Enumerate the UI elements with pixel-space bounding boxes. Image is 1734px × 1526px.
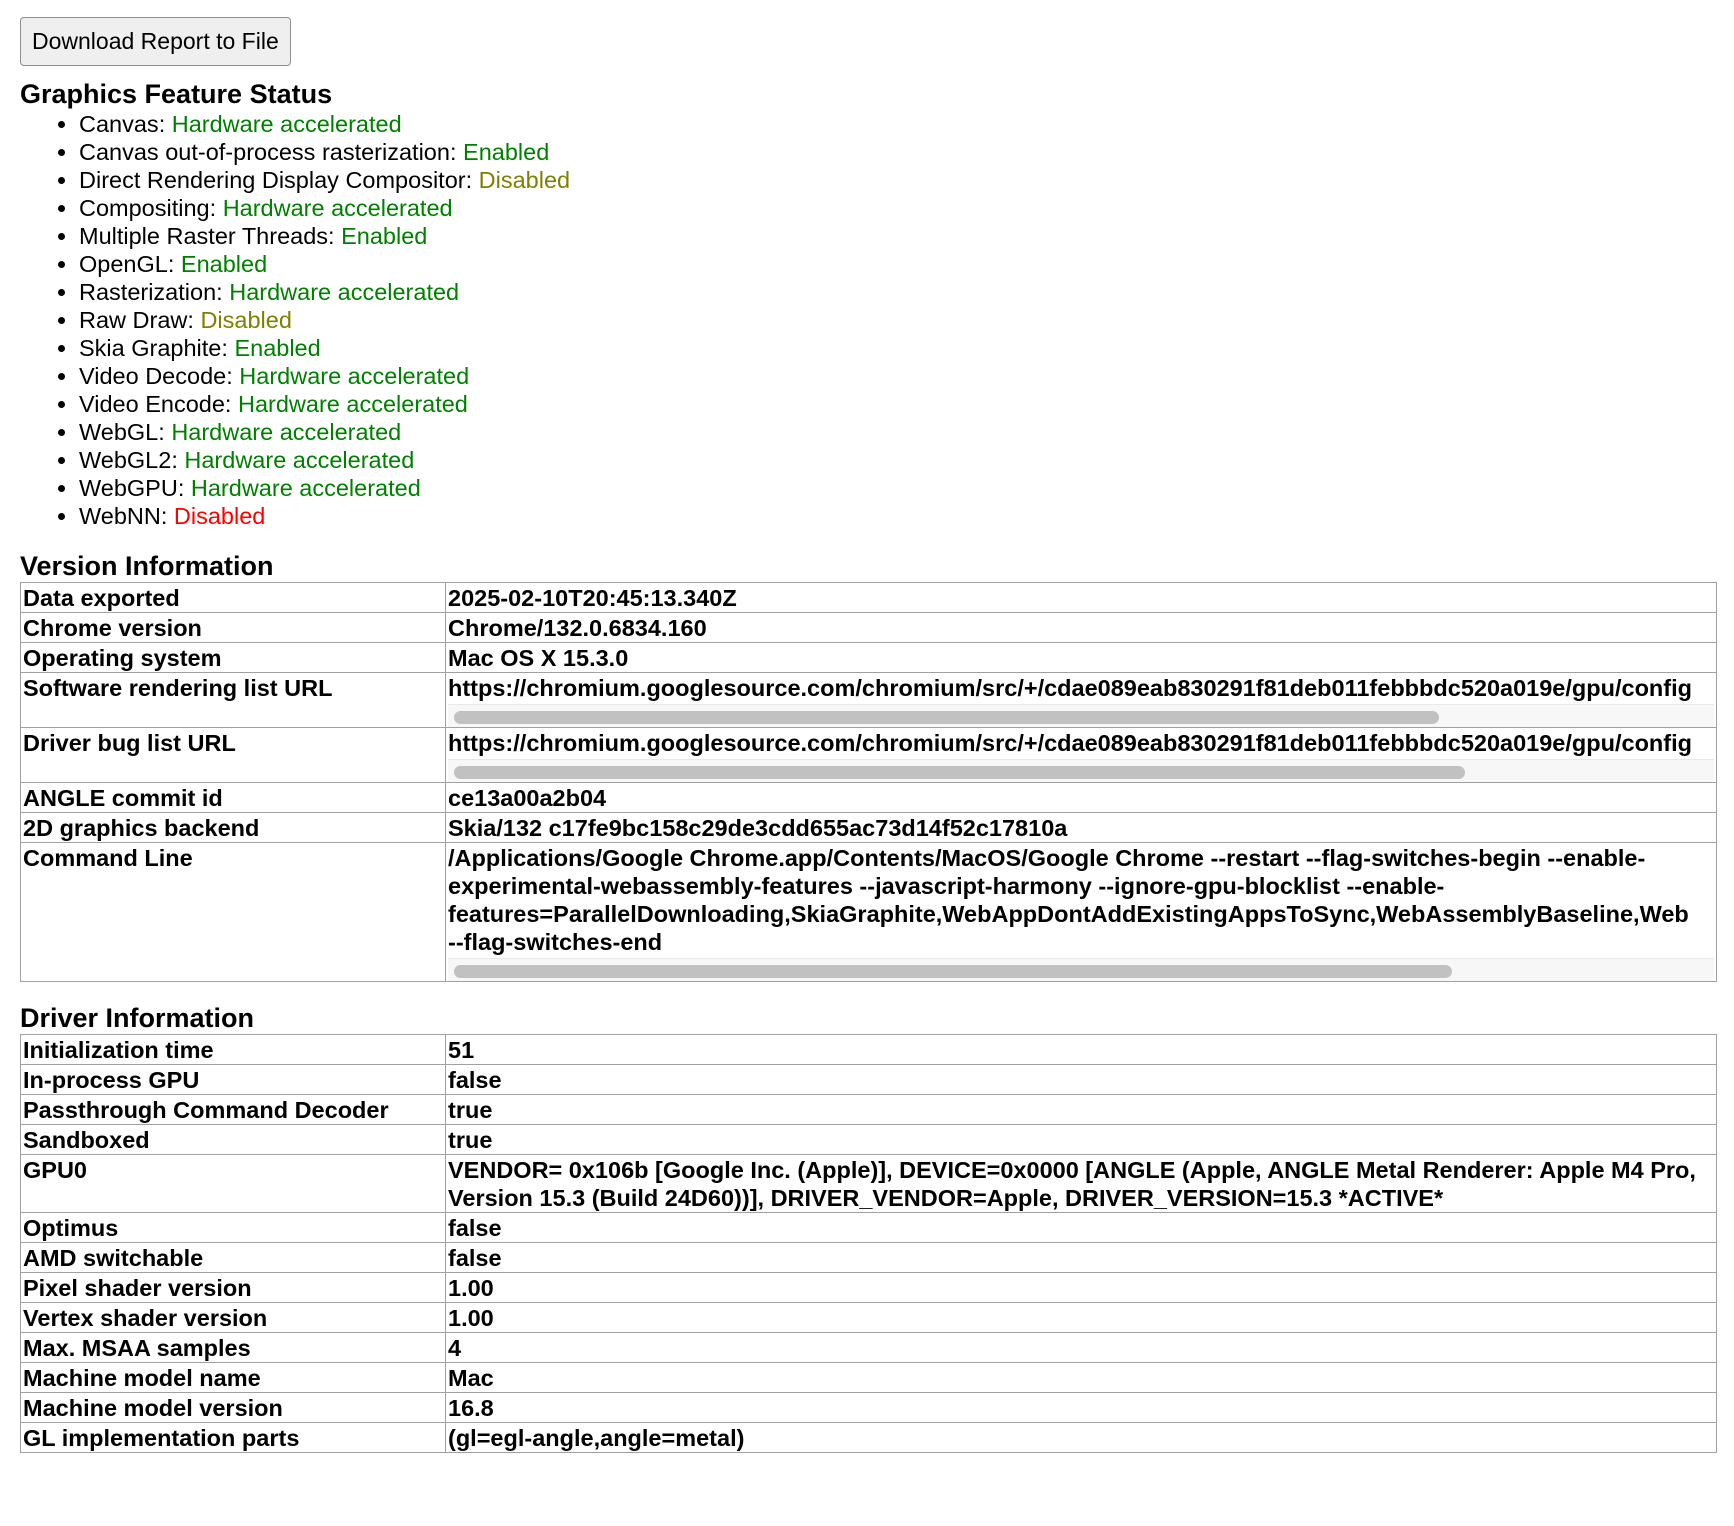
feature-status: Hardware accelerated xyxy=(190,475,421,501)
driver-information-heading: Driver Information xyxy=(20,1003,255,1033)
feature-status: Hardware accelerated xyxy=(171,111,402,137)
command-line-line: /Applications/Google Chrome.app/Contents/MacOS/Google Chrome --restart --flag-switches-begin --enable- xyxy=(448,845,1646,871)
table-row xyxy=(21,1333,1717,1363)
feature-item: • Multiple Raster Threads: Enabled xyxy=(79,222,1734,250)
horizontal-scrollbar[interactable] xyxy=(448,958,1714,981)
table-row xyxy=(21,1125,1717,1155)
row-label: Vertex shader version xyxy=(21,1303,446,1333)
driver-information-table xyxy=(20,1034,1717,1453)
table-row xyxy=(21,843,1717,982)
download-report-button[interactable]: Download Report to File xyxy=(20,17,291,66)
driver-bug-url-scroll[interactable] xyxy=(448,729,1714,782)
row-label: Operating system xyxy=(21,643,446,673)
row-label: AMD switchable xyxy=(21,1243,446,1273)
command-line-text xyxy=(448,844,1714,956)
row-value: 1.00 xyxy=(446,1273,1717,1303)
row-value: true xyxy=(446,1125,1717,1155)
row-value: 2025-02-10T20:45:13.340Z xyxy=(446,583,1717,613)
feature-status: Enabled xyxy=(234,335,321,361)
feature-status: Hardware accelerated xyxy=(239,363,470,389)
software-rendering-url: https://chromium.googlesource.com/chromium/src/+/cdae089eab830291f81deb011febbbdc520a019e/gpu/config xyxy=(448,675,1692,701)
row-label: Optimus xyxy=(21,1213,446,1243)
row-value: false xyxy=(446,1213,1717,1243)
driver-bug-url: https://chromium.googlesource.com/chromium/src/+/cdae089eab830291f81deb011febbbdc520a019e/gpu/config xyxy=(448,730,1692,756)
scrollbar-thumb[interactable] xyxy=(454,766,1465,779)
table-row xyxy=(21,1243,1717,1273)
row-label: GPU0 xyxy=(21,1155,446,1213)
row-label: Driver bug list URL xyxy=(21,728,446,783)
table-row xyxy=(21,1363,1717,1393)
row-label: Data exported xyxy=(21,583,446,613)
table-row xyxy=(21,1423,1717,1453)
table-row xyxy=(21,783,1717,813)
row-label: Pixel shader version xyxy=(21,1273,446,1303)
row-value: false xyxy=(446,1243,1717,1273)
feature-status-list xyxy=(20,110,1734,530)
scrollbar-thumb[interactable] xyxy=(454,711,1439,724)
table-row xyxy=(21,1273,1717,1303)
table-row xyxy=(21,673,1717,728)
table-row xyxy=(21,1095,1717,1125)
feature-status: Disabled xyxy=(173,503,266,529)
row-value: Chrome/132.0.6834.160 xyxy=(446,613,1717,643)
row-value: Skia/132 c17fe9bc158c29de3cdd655ac73d14f52c17810a xyxy=(446,813,1717,843)
command-line-line: features=ParallelDownloading,SkiaGraphite,WebAppDontAddExistingAppsToSync,WebAssemblyBaseline,Web xyxy=(448,901,1689,927)
row-label: Max. MSAA samples xyxy=(21,1333,446,1363)
row-value xyxy=(446,673,1717,728)
row-label: Machine model name xyxy=(21,1363,446,1393)
feature-item: • WebGPU: Hardware accelerated xyxy=(79,474,1734,502)
version-information-heading: Version Information xyxy=(20,551,274,581)
scrollbar-thumb[interactable] xyxy=(454,965,1452,978)
command-line-line: experimental-webassembly-features --javascript-harmony --ignore-gpu-blocklist --enable- xyxy=(448,873,1445,899)
table-row xyxy=(21,643,1717,673)
feature-status: Hardware accelerated xyxy=(237,391,468,417)
row-value xyxy=(446,843,1717,982)
feature-item: • Canvas out-of-process rasterization: Enabled xyxy=(79,138,1734,166)
row-value xyxy=(446,728,1717,783)
feature-status: Hardware accelerated xyxy=(184,447,415,473)
table-row xyxy=(21,613,1717,643)
row-label: Initialization time xyxy=(21,1035,446,1065)
table-row xyxy=(21,1303,1717,1333)
software-rendering-url-scroll[interactable] xyxy=(448,674,1714,727)
feature-status: Enabled xyxy=(463,139,550,165)
table-row xyxy=(21,1213,1717,1243)
row-value: 51 xyxy=(446,1035,1717,1065)
command-line-scroll[interactable] xyxy=(448,844,1714,981)
feature-status: Hardware accelerated xyxy=(229,279,460,305)
row-label: Command Line xyxy=(21,843,446,982)
graphics-feature-status-heading: Graphics Feature Status xyxy=(20,79,333,109)
feature-item: • WebNN: Disabled xyxy=(79,502,1734,530)
row-value: 16.8 xyxy=(446,1393,1717,1423)
table-row xyxy=(21,583,1717,613)
row-value: 1.00 xyxy=(446,1303,1717,1333)
row-label: GL implementation parts xyxy=(21,1423,446,1453)
feature-status: Disabled xyxy=(478,167,571,193)
row-label: Software rendering list URL xyxy=(21,673,446,728)
row-label: In-process GPU xyxy=(21,1065,446,1095)
feature-item: • Rasterization: Hardware accelerated xyxy=(79,278,1734,306)
gpu-report-page xyxy=(20,17,1734,1453)
feature-status: Enabled xyxy=(180,251,268,277)
table-row xyxy=(21,1155,1717,1213)
feature-item: • Video Decode: Hardware accelerated xyxy=(79,362,1734,390)
table-row xyxy=(21,1393,1717,1423)
row-label: 2D graphics backend xyxy=(21,813,446,843)
command-line-line: --flag-switches-end xyxy=(448,929,663,955)
row-value: true xyxy=(446,1095,1717,1125)
row-value: (gl=egl-angle,angle=metal) xyxy=(446,1423,1717,1453)
row-value: 4 xyxy=(446,1333,1717,1363)
feature-status: Hardware accelerated xyxy=(222,195,453,221)
row-label: Machine model version xyxy=(21,1393,446,1423)
feature-item: • WebGL: Hardware accelerated xyxy=(79,418,1734,446)
version-information-table xyxy=(20,582,1717,982)
feature-status: Hardware accelerated xyxy=(171,419,402,445)
table-row xyxy=(21,813,1717,843)
table-row xyxy=(21,728,1717,783)
row-value: Mac xyxy=(446,1363,1717,1393)
row-value: Mac OS X 15.3.0 xyxy=(446,643,1717,673)
feature-item: • Compositing: Hardware accelerated xyxy=(79,194,1734,222)
row-label: Chrome version xyxy=(21,613,446,643)
row-value: false xyxy=(446,1065,1717,1095)
feature-item: • Direct Rendering Display Compositor: Disabled xyxy=(79,166,1734,194)
feature-status: Disabled xyxy=(200,307,292,333)
table-row xyxy=(21,1065,1717,1095)
feature-item: • OpenGL: Enabled xyxy=(79,250,1734,278)
feature-item: • Raw Draw: Disabled xyxy=(79,306,1734,334)
row-value: VENDOR= 0x106b [Google Inc. (Apple)], DEVICE=0x0000 [ANGLE (Apple, ANGLE Metal Renderer: Apple M4 Pro, Version 15.3 (Build 24D60))], DRIVER_VENDOR=Apple, DRIVER_VERSION=15.3 *ACTIVE* xyxy=(446,1155,1717,1213)
row-label: ANGLE commit id xyxy=(21,783,446,813)
row-label: Passthrough Command Decoder xyxy=(21,1095,446,1125)
row-value: ce13a00a2b04 xyxy=(446,783,1717,813)
row-label: Sandboxed xyxy=(21,1125,446,1155)
feature-item: • Video Encode: Hardware accelerated xyxy=(79,390,1734,418)
feature-item: • Skia Graphite: Enabled xyxy=(79,334,1734,362)
horizontal-scrollbar[interactable] xyxy=(448,704,1714,727)
feature-item: • WebGL2: Hardware accelerated xyxy=(79,446,1734,474)
feature-status: Enabled xyxy=(341,223,428,249)
table-row xyxy=(21,1035,1717,1065)
horizontal-scrollbar[interactable] xyxy=(448,759,1714,782)
feature-item: • Canvas: Hardware accelerated xyxy=(79,110,1734,138)
